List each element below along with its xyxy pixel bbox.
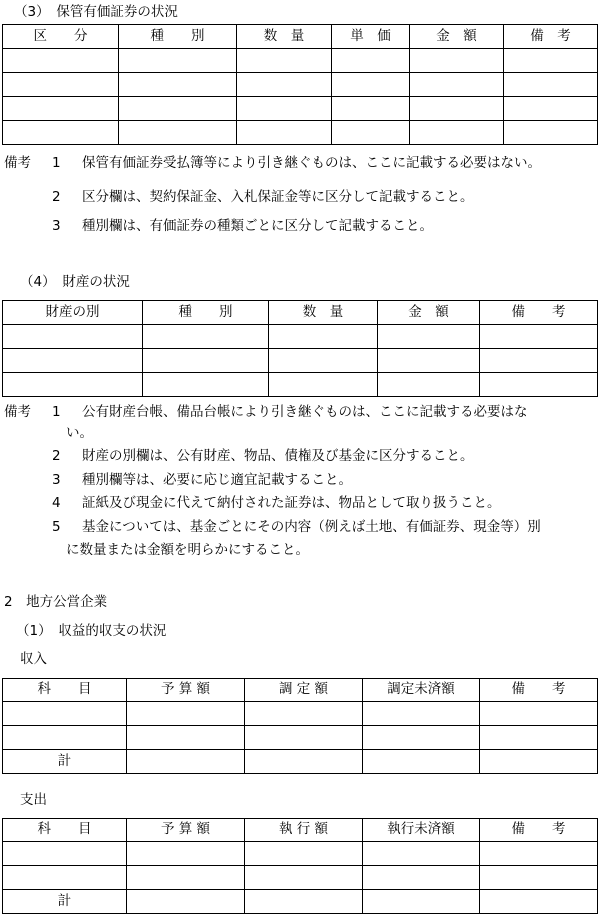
- total-row: [3, 750, 598, 774]
- header-remarks: 備 考: [504, 25, 598, 49]
- expense-label: 支出: [20, 792, 47, 808]
- header-subject: 科 目: [3, 819, 127, 842]
- income-table: [2, 678, 598, 774]
- header-unexecuted: 執行未済額: [363, 819, 480, 842]
- header-category: 区 分: [3, 25, 119, 49]
- section-2-heading: 2 地方公営企業: [4, 594, 108, 610]
- header-unit-price: 単 価: [332, 25, 410, 49]
- note-text-continuation: い。: [66, 424, 93, 441]
- table-row: [3, 842, 598, 866]
- table-row: [3, 702, 598, 726]
- header-budget: 予 算 額: [127, 819, 245, 842]
- header-type: 種 別: [119, 25, 237, 49]
- note-text: 種別欄等は、必要に応じ適宜記載すること。: [82, 471, 352, 488]
- note-text: 証紙及び現金に代えて納付された証券は、物品として取り扱うこと。: [82, 495, 501, 511]
- header-quantity: 数 量: [237, 25, 332, 49]
- header-remarks: 備 考: [480, 301, 598, 325]
- header-remarks: 備 考: [480, 679, 598, 702]
- note-text: 種別欄は、有価証券の種類ごとに区分して記載すること。: [82, 218, 433, 234]
- table-row: [3, 73, 598, 97]
- table-row: [3, 349, 598, 373]
- table-row: [3, 726, 598, 750]
- section-4-heading: （4） 財産の状況: [20, 274, 130, 290]
- table-row: [3, 49, 598, 73]
- total-label: 計: [3, 890, 127, 914]
- table-row: [3, 373, 598, 397]
- notes-label: 備考: [4, 155, 31, 171]
- header-subject: 科 目: [3, 679, 127, 702]
- note-text: 公有財産台帳、備品台帳により引き継ぐものは、ここに記載する必要はな: [82, 404, 528, 420]
- header-remarks: 備 考: [480, 819, 598, 842]
- section-4-notes: 備考 1 公有財産台帳、備品台帳により引き継ぐものは、ここに記載する必要はな い。 2 財産の別欄は、公有財産、物品、債権及び基金に区分すること。 3 種別欄等は、必要に応じ適宜記載すること。 4 証紙及び現金に代えて納付された証券は、物品として取り扱うこと。 5 基金については、基金ごとにその内容（例えば土地、有価証券、現金等）別 に数量または金額を明らかにすること。: [4, 401, 541, 563]
- income-label: 収入: [20, 651, 47, 667]
- header-unassessed: 調定未済額: [363, 679, 480, 702]
- section-3-notes: 備考 1 保管有価証券受払簿等により引き継ぐものは、ここに記載する必要はない。 2 区分欄は、契約保証金、入札保証金等に区分して記載すること。 3 種別欄は、有価証券の種類ごとに区分して記載すること。: [4, 152, 541, 239]
- table-row: [3, 866, 598, 890]
- property-table: [2, 300, 598, 397]
- expense-table: [2, 818, 598, 914]
- header-budget: 予 算 額: [127, 679, 245, 702]
- subsection-heading: （1） 収益的収支の状況: [16, 623, 167, 639]
- table-row: [3, 121, 598, 145]
- total-row: [3, 890, 598, 914]
- total-label: 計: [3, 750, 127, 774]
- header-assessed: 調 定 額: [245, 679, 363, 702]
- section-3-heading: （3） 保管有価証券の状況: [14, 4, 178, 20]
- note-text: 基金については、基金ごとにその内容（例えば土地、有価証券、現金等）別: [82, 518, 541, 535]
- securities-table: [2, 24, 598, 145]
- notes-label: 備考: [4, 404, 31, 420]
- note-text: 区分欄は、契約保証金、入札保証金等に区分して記載すること。: [82, 188, 474, 205]
- note-text: 財産の別欄は、公有財産、物品、債権及び基金に区分すること。: [82, 448, 474, 464]
- header-amount: 金 額: [410, 25, 504, 49]
- table-row: [3, 325, 598, 349]
- note-text-continuation: に数量または金額を明らかにすること。: [66, 542, 309, 558]
- header-type: 種 別: [143, 301, 269, 325]
- header-executed: 執 行 額: [245, 819, 363, 842]
- header-amount: 金 額: [378, 301, 480, 325]
- header-quantity: 数 量: [269, 301, 378, 325]
- header-property-kind: 財産の別: [3, 301, 143, 325]
- table-row: [3, 97, 598, 121]
- note-text: 保管有価証券受払簿等により引き継ぐものは、ここに記載する必要はない。: [82, 155, 541, 171]
